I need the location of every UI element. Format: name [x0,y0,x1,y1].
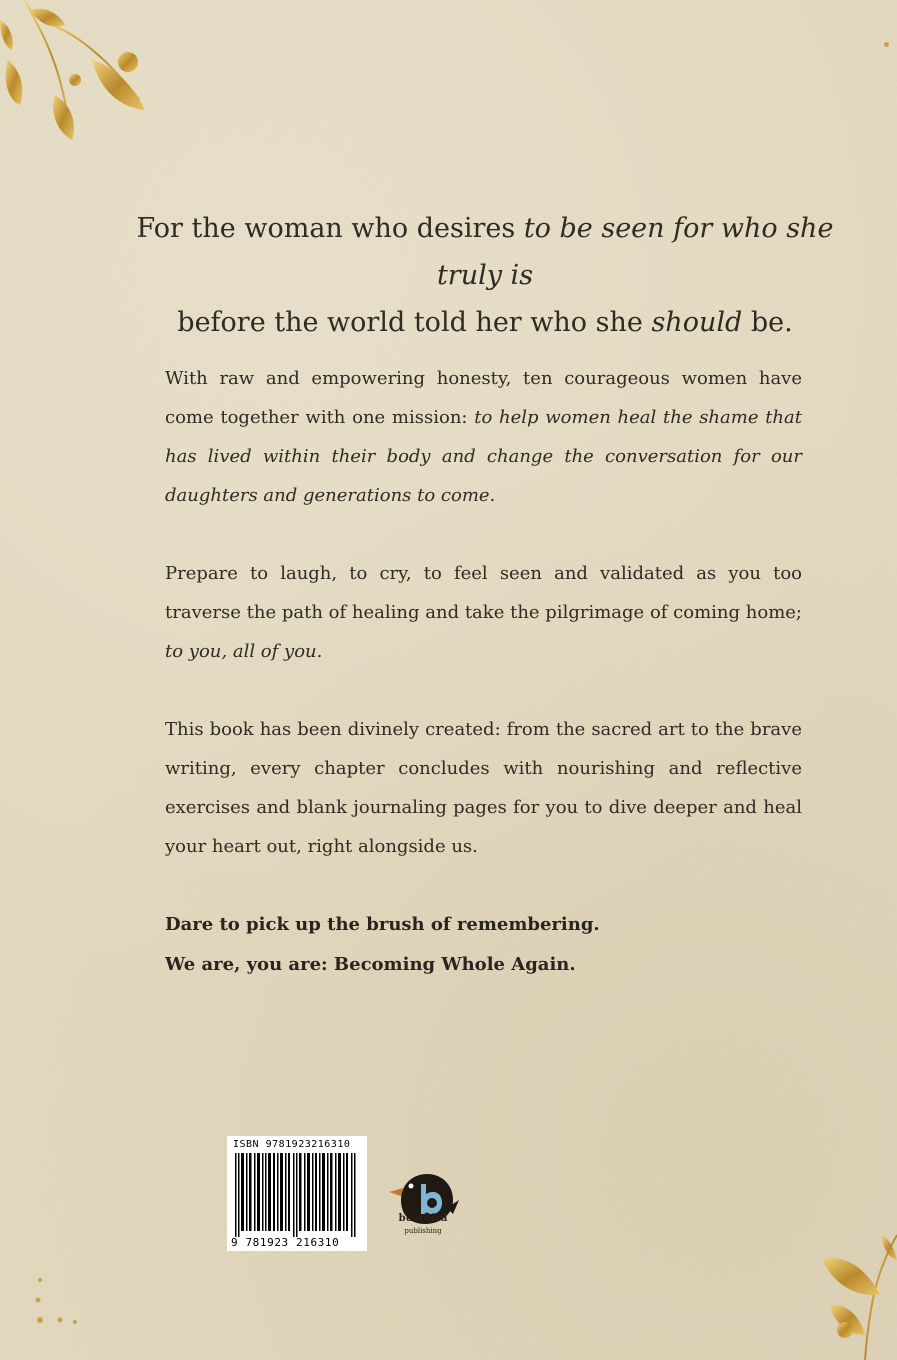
isbn-label: ISBN 9781923216310 [233,1139,351,1150]
paragraph-1-italic: to help women heal the shame that has lived within their body and change the conversation for our daughters and generations to come. [165,407,802,506]
blurb-paragraph-3 [165,710,802,866]
blurb-paragraph-2 [165,554,802,671]
closing-line-2: We are, you are: Becoming Whole Again. [165,954,576,975]
headline-line-2 [120,299,850,346]
paragraph-1-plain: With raw and empowering honesty, ten courageous women have come together with one mission: [165,368,802,428]
gold-dot-icon [884,42,889,47]
gold-dots-icon [30,1275,90,1345]
isbn-barcode [227,1136,367,1251]
blurb-paragraph-1 [165,359,802,515]
headline-line-2-plain: before the world told her who she [177,307,652,338]
publisher-sub: publishing [404,1227,442,1235]
isbn-digits: 9 781923 216310 [231,1236,340,1249]
headline-line-1-plain: For the woman who desires [136,213,524,244]
gold-leaf-ornament-icon [0,0,160,150]
headline-line-1-italic: to be seen for who she truly is [436,213,834,291]
paragraph-2-italic: to you, all of you. [165,641,323,662]
cover-headline [120,205,850,346]
closing-statement [165,905,802,985]
headline-line-1 [120,205,850,299]
paragraph-3-plain: This book has been divinely created: from the sacred art to the brave writing, every chapter concludes with nourishing and reflective exercises and blank journaling pages for you to dive deeper and heal your heart out, right alongside us. [165,719,802,857]
closing-line-1: Dare to pick up the brush of remembering. [165,914,600,935]
paragraph-2-plain: Prepare to laugh, to cry, to feel seen and validated as you too traverse the path of healing and take the pilgrimage of coming home; [165,563,802,623]
publisher-name: busybird [398,1213,448,1224]
gold-leaf-corner-icon [810,1225,897,1360]
headline-line-2-end: be. [742,307,793,338]
headline-line-2-italic: should [651,307,743,338]
barcode-bars-icon [235,1153,359,1237]
